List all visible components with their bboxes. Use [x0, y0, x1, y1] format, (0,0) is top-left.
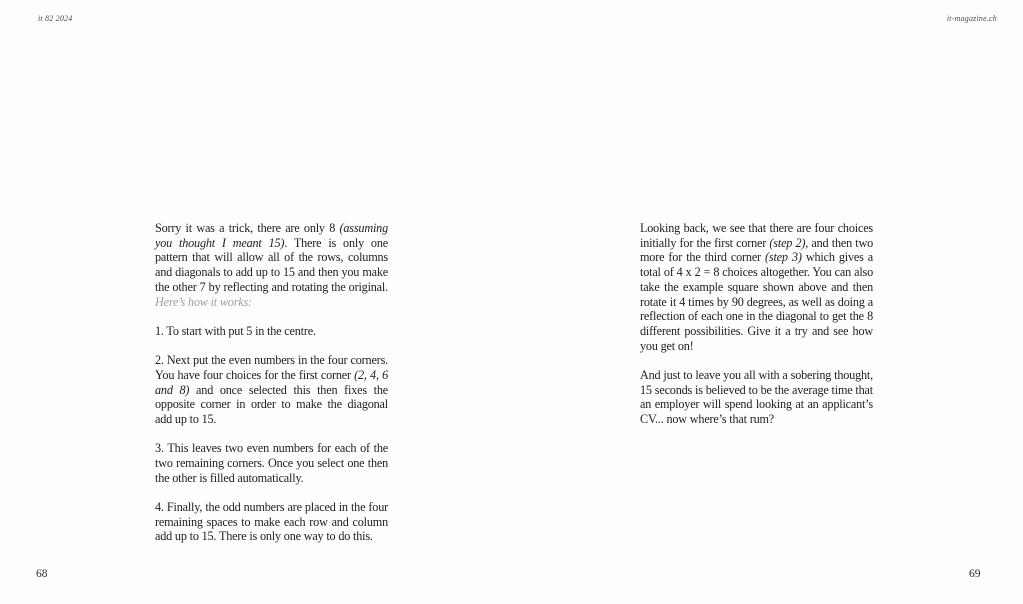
page-left	[0, 0, 511, 604]
text-run: which gives a total of 4 x 2 = 8 choices altogether. You can also take the example square shown above and then rotate it 4 times by 90 degrees, as well as doing a reflection of each one in the diagonal to get the 8 different possibilities. Give it a try and see how you get on!	[640, 250, 874, 353]
text-run-italic-muted: Here’s how it works:	[155, 294, 252, 309]
paragraph	[640, 221, 873, 353]
page-number-left: 68	[36, 568, 48, 580]
text-run: 1. To start with put 5 in the centre.	[155, 323, 316, 338]
running-head-url: it-magazine.ch	[946, 14, 997, 23]
text-column-right	[640, 221, 873, 427]
paragraph	[155, 441, 388, 485]
text-run-italic: (step 3)	[765, 250, 802, 265]
text-run: 3. This leaves two even numbers for each of the two remaining corners. Once you select one then the other is filled automatically.	[155, 441, 388, 485]
running-head-issue: it 82 2024	[38, 14, 73, 23]
text-run: . There is only one pattern that will allow all of the rows, columns and diagonals to add up to 15 and then you make the other 7 by reflecting and rotating the original.	[155, 235, 388, 294]
text-run-italic: (2, 4, 6 and 8)	[155, 367, 388, 397]
text-run: 2. Next put the even numbers in the four corners. You have four choices for the first corner	[155, 353, 388, 382]
paragraph	[155, 221, 388, 309]
text-run: and once selected this then fixes the opposite corner in order to make the diagonal add up to 15.	[155, 382, 388, 426]
text-run: Looking back, we see that there are four choices initially for the first corner	[640, 221, 873, 250]
text-run: And just to leave you all with a sobering thought, 15 seconds is believed to be the average time that an employer will spend looking at an applicant’s CV... now where’s that rum?	[640, 367, 873, 427]
text-column-left	[155, 221, 388, 544]
paragraph	[640, 368, 873, 427]
text-run: 4. Finally, the odd numbers are placed in the four remaining spaces to make each row and column add up to 15. There is only one way to do this.	[155, 499, 388, 544]
paragraph	[155, 324, 388, 339]
paragraph	[155, 353, 388, 427]
text-run-italic: (assuming you thought I meant 15)	[155, 221, 388, 250]
page-number-right: 69	[969, 568, 981, 580]
text-run: , and then two more for the third corner	[640, 235, 874, 265]
page-right	[512, 0, 1023, 604]
text-run: Sorry it was a trick, there are only 8	[155, 221, 340, 235]
text-run-italic: (step 2)	[769, 235, 806, 250]
paragraph	[155, 500, 388, 544]
